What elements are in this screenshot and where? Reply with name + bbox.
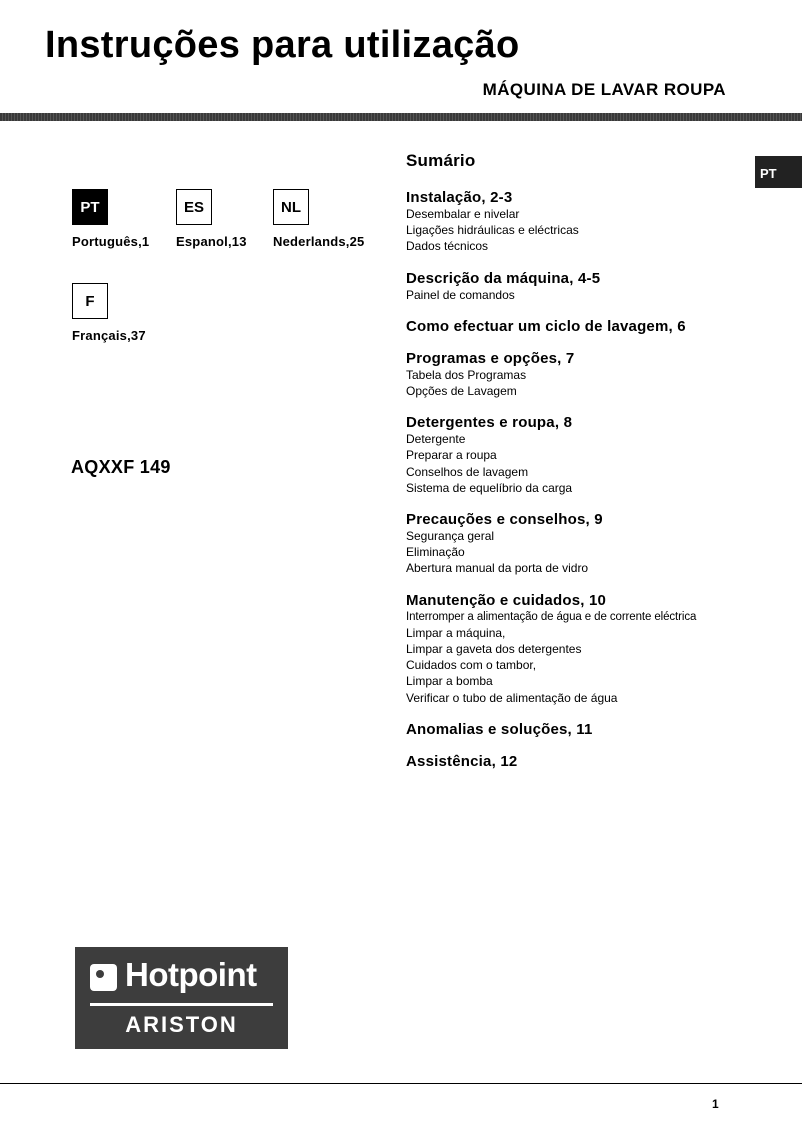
toc-section-anomalias [406,721,766,738]
language-label: Espanol,13 [176,234,247,249]
logo-mark-icon [90,964,117,991]
page-number: 1 [712,1097,719,1111]
language-code-box: ES [176,189,212,225]
toc-section-instalacao [406,189,766,255]
toc-item[interactable]: Verificar o tubo de alimentação de água [406,690,618,705]
toc-item[interactable]: Painel de comandos [406,287,515,302]
toc-section-precaucoes [406,511,766,577]
toc-item[interactable]: Segurança geral [406,529,495,544]
language-link-es[interactable] [176,189,247,249]
toc-item[interactable]: Dados técnicos [406,239,489,254]
toc-item[interactable]: Limpar a gaveta dos detergentes [406,642,582,657]
toc-heading: Sumário [406,151,476,170]
toc-item[interactable]: Tabela dos Programas [406,367,527,382]
toc-section-title[interactable]: Assistência, 12 [406,752,518,770]
toc-item[interactable]: Cuidados com o tambor, [406,658,537,673]
logo-brand-bottom: ARISTON [125,1012,238,1037]
toc-section-descricao [406,270,766,303]
language-label: Français,37 [72,328,146,343]
toc-item[interactable]: Abertura manual da porta de vidro [406,561,589,576]
hotpoint-ariston-logo [75,947,288,1049]
toc-section-title[interactable]: Descrição da máquina, 4-5 [406,269,601,287]
logo-brand-top: Hotpoint [125,956,257,993]
toc-item[interactable]: Opções de Lavagem [406,384,517,399]
toc-item[interactable]: Limpar a bomba [406,674,493,689]
toc-section-assistencia [406,753,766,770]
language-label: Nederlands,25 [273,234,365,249]
toc-item[interactable]: Eliminação [406,545,465,560]
toc-section-ciclo [406,318,766,335]
language-label: Português,1 [72,234,150,249]
language-link-f[interactable] [72,283,146,343]
toc-item[interactable]: Interromper a alimentação de água e de corrente eléctrica [406,610,697,623]
document-subtitle: MÁQUINA DE LAVAR ROUPA [482,80,726,99]
toc-item[interactable]: Preparar a roupa [406,448,497,463]
language-code-box: PT [72,189,108,225]
toc-section-title[interactable]: Instalação, 2-3 [406,189,513,206]
toc-section-title[interactable]: Manutenção e cuidados, 10 [406,591,607,609]
toc-item[interactable]: Limpar a máquina, [406,625,506,640]
toc-item[interactable]: Conselhos de lavagem [406,464,529,479]
page-title: Instruções para utilização [45,24,520,66]
toc-item[interactable]: Ligações hidráulicas e eléctricas [406,223,579,238]
language-link-pt[interactable] [72,189,149,249]
toc-section-detergentes [406,414,766,496]
header-divider [0,113,802,121]
toc-section-title[interactable]: Programas e opções, 7 [406,349,575,367]
toc-item[interactable]: Detergente [406,432,466,447]
language-page-tab: PT [755,156,802,188]
toc-section-manutencao [406,592,766,706]
table-of-contents [406,151,766,785]
language-link-nl[interactable] [273,189,364,249]
logo-divider [90,1003,273,1006]
language-code-box: F [72,283,108,319]
toc-section-title[interactable]: Anomalias e soluções, 11 [406,720,593,738]
language-code-box: NL [273,189,309,225]
toc-section-title[interactable]: Precauções e conselhos, 9 [406,511,603,529]
toc-item[interactable]: Desembalar e nivelar [406,207,520,221]
footer-divider [0,1083,802,1084]
toc-section-title[interactable]: Como efectuar um ciclo de lavagem, 6 [406,317,686,335]
toc-item[interactable]: Sistema de equelíbrio da carga [406,480,573,495]
model-number: AQXXF 149 [71,457,171,477]
toc-section-title[interactable]: Detergentes e roupa, 8 [406,414,573,432]
toc-section-programas [406,350,766,399]
